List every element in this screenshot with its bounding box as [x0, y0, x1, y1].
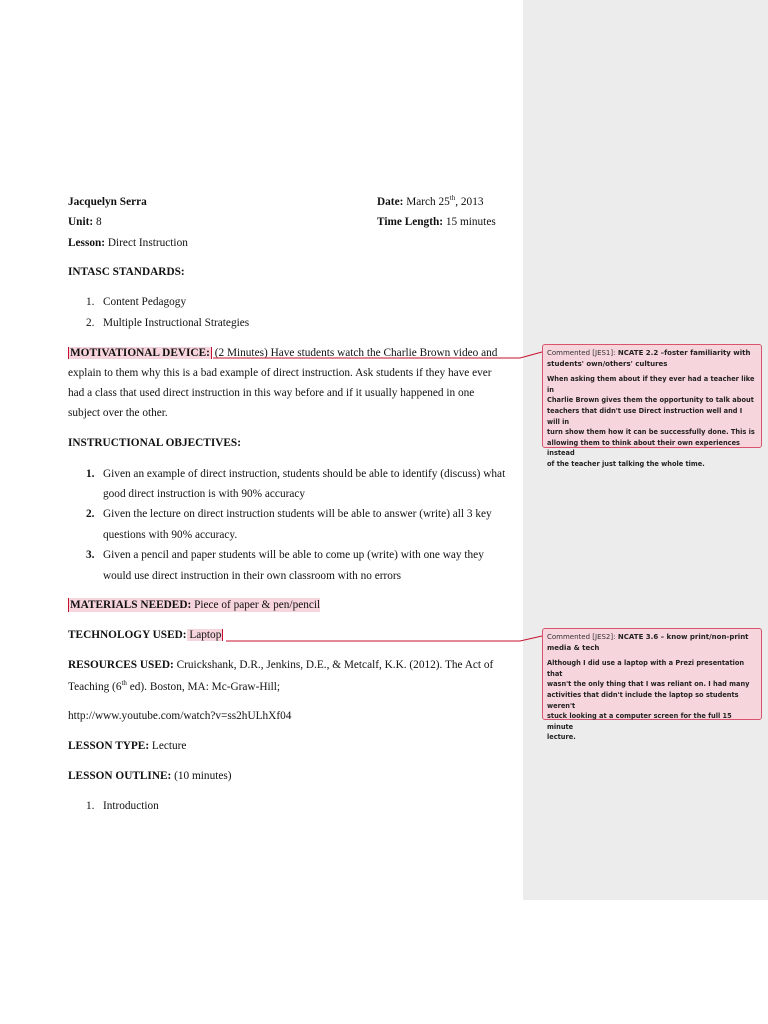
unit-value: 8: [95, 216, 102, 228]
comment-standard: NCATE 3.6 – know print/non-print: [615, 633, 749, 641]
motivational-text: had a class that used direct instruction in this way before and if it usually happened in one: [68, 387, 475, 399]
date-line: [377, 195, 484, 209]
lesson-outline-value: (10 minutes): [171, 770, 232, 782]
intasc-item: 1. Content Pedagogy: [86, 296, 187, 308]
lesson-outline-label: LESSON OUTLINE:: [68, 770, 172, 782]
comment-standard: students' own/others' cultures: [547, 359, 668, 368]
technology-line: [68, 628, 223, 642]
lesson-outline-line: [68, 769, 232, 783]
objective-number: 3.: [86, 549, 95, 561]
motivational-text: explain to them why this is a bad example of direct instruction. Ask students if they have ever: [68, 367, 492, 379]
lesson-type-label: LESSON TYPE:: [68, 740, 150, 752]
objective-number: 2.: [86, 508, 95, 520]
objective-text: Given the lecture on direct instruction students will be able to answer (write) all 3 key: [103, 508, 492, 520]
comment-author-label: Commented [JES2]:: [547, 633, 616, 641]
objective-number: 1.: [86, 468, 95, 480]
resources-line-2: Teaching (6th ed). Boston, MA: Mc-Graw-Hill;: [68, 679, 281, 693]
comment-standard: NCATE 2.2 –foster familiarity with: [615, 349, 751, 357]
objective-text: good direct instruction is with 90% accuracy: [103, 488, 306, 500]
unit-line: [68, 215, 102, 229]
author-name: Jacquelyn Serra: [68, 196, 147, 208]
date-value: March 25th, 2013: [406, 194, 484, 208]
technology-value: Laptop: [186, 629, 222, 641]
outline-item: 1. Introduction: [86, 800, 159, 812]
comment-body: Although I did use a laptop with a Prezi presentation that wasn't the only thing that I was reliant on. I had many activities that didn't include the laptop so students weren't stuck looking at a computer screen for the full 15 minute lecture.: [547, 659, 750, 742]
comment-header: [547, 632, 757, 653]
materials-line: [68, 598, 320, 612]
resources-text: Cruickshank, D.R., Jenkins, D.E., & Metcalf, K.K. (2012). The Act of: [173, 659, 494, 671]
date-label: Date:: [377, 196, 404, 208]
comment-balloon-2[interactable]: [542, 628, 762, 742]
unit-label: Unit:: [68, 216, 94, 228]
lesson-type-value: Lecture: [149, 740, 187, 752]
objectives-heading: INSTRUCTIONAL OBJECTIVES:: [68, 437, 241, 449]
motivational-text: subject over the other.: [68, 407, 168, 419]
intasc-heading: INTASC STANDARDS:: [68, 266, 185, 278]
comment-standard: media & tech: [547, 643, 600, 652]
lesson-type-line: [68, 739, 186, 753]
comment-body: When asking them about if they ever had a teacher like in Charlie Brown gives them the opportunity to talk about teachers that didn't use Direct instruction well and I will in turn show them how it can be successfully done. This is allowing them to think about their own experiences instead of the teacher just talking the whole time.: [547, 375, 755, 468]
objective-text: Given an example of direct instruction, students should be able to identify (discuss) what: [103, 468, 506, 480]
intasc-item: 2. Multiple Instructional Strategies: [86, 317, 250, 329]
lesson-label: Lesson:: [68, 237, 106, 249]
comment-header: [547, 348, 757, 369]
objective-text: would use direct instruction in their own classroom with no errors: [103, 570, 402, 582]
time-length-value: 15 minutes: [445, 216, 496, 228]
resource-url[interactable]: http://www.youtube.com/watch?v=ss2hULhXf04: [68, 710, 292, 722]
lesson-line: [68, 236, 188, 250]
time-length-label: Time Length:: [377, 216, 444, 228]
objective-text: questions with 90% accuracy.: [103, 529, 238, 541]
comment-author-label: Commented [JES1]:: [547, 349, 616, 357]
motivational-text: (2 Minutes) Have students watch the Charlie Brown video and: [211, 347, 498, 359]
technology-label: TECHNOLOGY USED:: [68, 629, 187, 641]
resources-line-1: [68, 658, 493, 672]
materials-label: MATERIALS NEEDED:: [70, 599, 192, 611]
comment-balloon-1[interactable]: [542, 344, 762, 468]
resources-label: RESOURCES USED:: [68, 659, 174, 671]
lesson-value: Direct Instruction: [107, 237, 188, 249]
materials-value: Piece of paper & pen/pencil: [191, 599, 321, 611]
motivational-label: MOTIVATIONAL DEVICE:: [70, 347, 210, 359]
time-length-line: [377, 215, 496, 229]
objective-text: Given a pencil and paper students will be able to come up (write) with one way they: [103, 549, 484, 561]
motivational-line-1: [68, 346, 497, 360]
